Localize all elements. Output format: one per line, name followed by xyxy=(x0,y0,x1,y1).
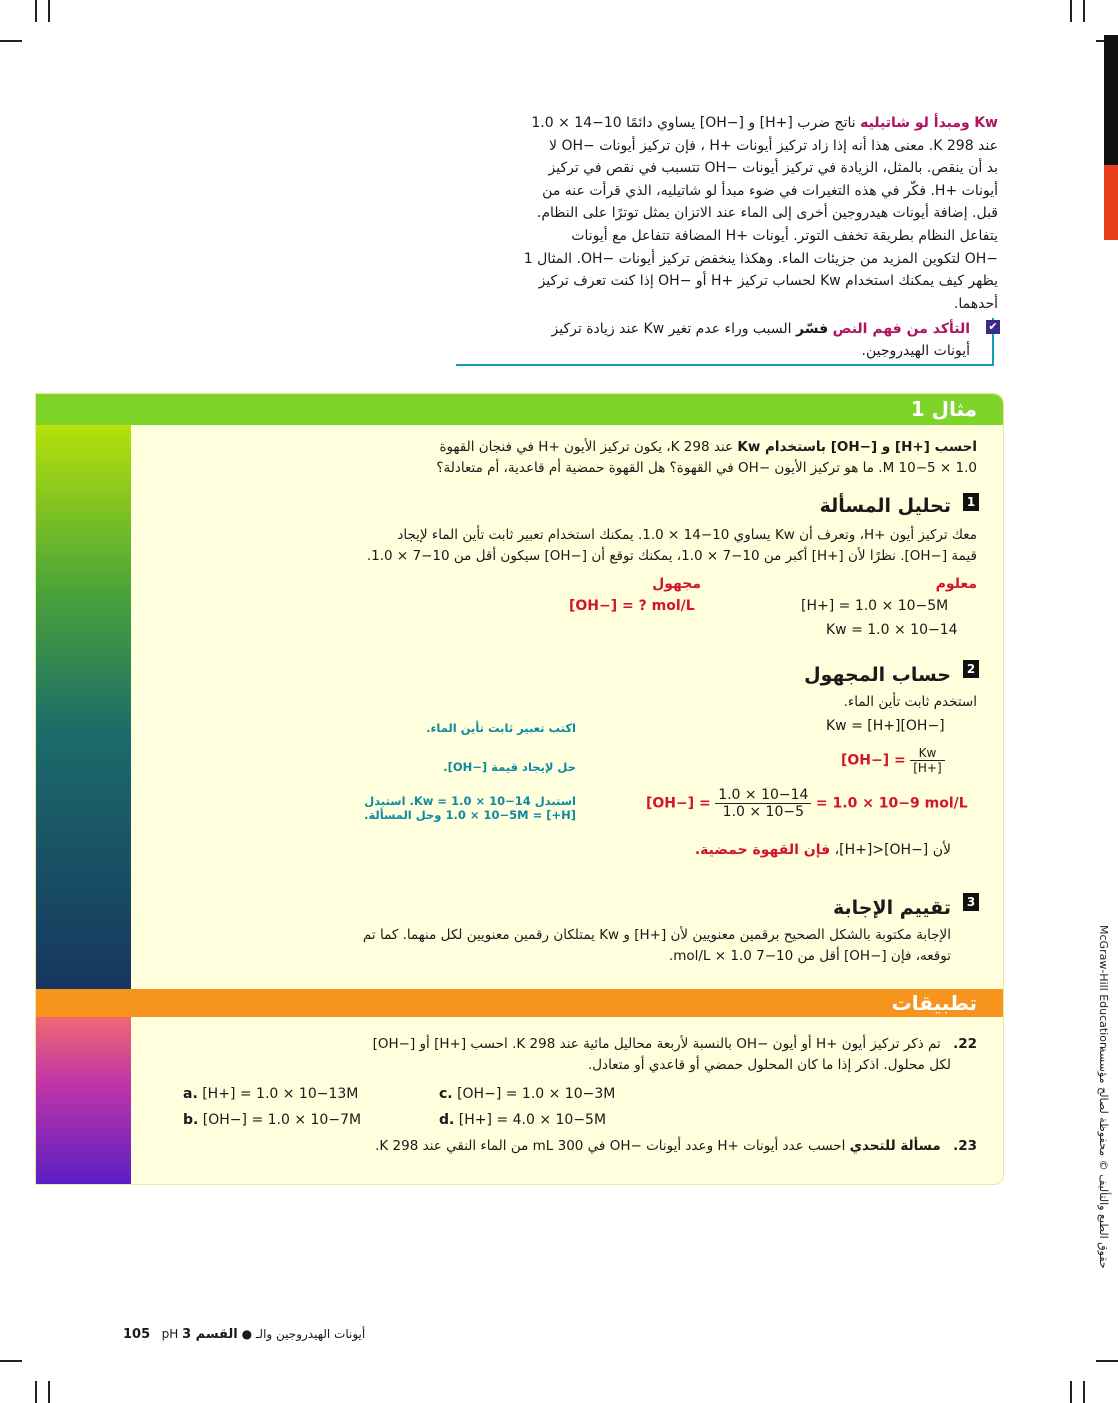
reading-check-line1: السبب وراء عدم تغير Kw عند زيادة تركيز xyxy=(551,321,792,337)
crop-mark xyxy=(35,1381,37,1403)
known-kw: Kw = 1.0 × 10−14 xyxy=(826,622,958,638)
apps-header-bar xyxy=(36,989,1003,1017)
intro-line: بد أن ينقص. بالمثل، الزيادة في تركيز أيونات −OH تتسبب في نقص في تركيز xyxy=(548,160,998,177)
question-22 xyxy=(77,1034,977,1076)
crop-mark xyxy=(35,0,37,22)
question-23-number: 23. xyxy=(953,1138,977,1154)
step-1-number: 1 xyxy=(963,493,979,511)
reading-check-verb: فسّر xyxy=(796,321,829,337)
intro-paragraph xyxy=(460,112,998,315)
fraction xyxy=(715,787,811,820)
question-22-line1: تم ذكر تركيز أيون +H أو أيون −OH بالنسبة لأربعة محاليل مائية عند 298 K. احسب [+H] أو [−OH] xyxy=(372,1036,941,1052)
note-solve-oh: حل لإيجاد قيمة [−OH]. xyxy=(443,760,576,774)
footer-title: أيونات الهيدروجين والـ xyxy=(255,1327,366,1341)
problem-line2: 1.0 × 10−5 M. ما هو تركيز الأيون −OH في القهوة؟ هل القهوة حمضية أم قاعدية، أم متعادلة؟ xyxy=(436,460,977,476)
equation-oh-lhs: [OH−] = xyxy=(841,752,906,769)
question-22-number: 22. xyxy=(953,1036,977,1052)
problem-line1: عند 298 K، يكون تركيز الأيون +H في فنجان القهوة xyxy=(439,439,734,455)
intro-line: يتفاعل النظام بطريقة تخفف التوتر. أيونات +H المضافة تتفاعل مع أيونات xyxy=(571,227,998,244)
equation-oh-value-lhs: [OH−] = xyxy=(646,795,711,812)
intro-lead-title: ومبدأ لو شاتيليه xyxy=(860,115,970,131)
step-3-line: توقعه، فإن [−OH] أقل من 10−7 mol/L × 1.0. xyxy=(668,948,951,964)
option-c xyxy=(439,1086,615,1102)
intro-line: أحدهما. xyxy=(953,295,998,312)
footer-section: القسم 3 xyxy=(182,1327,238,1342)
intro-lead-kw: Kw xyxy=(974,115,998,131)
step-1-title: تحليل المسألة xyxy=(819,495,951,517)
question-23-text: احسب عدد أيونات +H وعدد أيونات −OH في 300 mL من الماء النقي عند 298 K. xyxy=(375,1138,846,1154)
example-title: مثال 1 xyxy=(910,397,977,421)
step-3-title: تقييم الإجابة xyxy=(833,897,951,919)
step-3-line: الإجابة مكتوبة بالشكل الصحيح برقمين معنويين لأن [+H] و Kw يمتلكان رقمين معنويين لكل منهما. كما تم xyxy=(362,927,951,943)
side-strip-black xyxy=(1104,35,1118,165)
step-1-text xyxy=(97,525,977,567)
conclusion-line xyxy=(695,842,951,858)
equation-kw xyxy=(826,718,945,734)
page-footer xyxy=(123,1327,365,1342)
unknown-label: مجهول xyxy=(652,576,701,592)
crop-mark xyxy=(48,0,50,22)
fraction xyxy=(910,746,944,775)
option-a-label: a. xyxy=(183,1086,198,1102)
fraction-denominator: 1.0 × 10−5 xyxy=(722,804,805,820)
option-b-value: [OH−] = 1.0 × 10−7M xyxy=(202,1112,362,1128)
crop-mark xyxy=(1096,1360,1118,1362)
question-22-line2: لكل محلول. اذكر إذا ما كان المحلول حمضي أو قاعدي أو متعادل. xyxy=(587,1057,951,1073)
step-2-intro: استخدم ثابت تأين الماء. xyxy=(843,694,977,710)
note-write-kw: اكتب تعبير ثابت تأين الماء. xyxy=(426,721,576,735)
crop-mark xyxy=(1083,0,1085,22)
reading-check xyxy=(456,318,998,366)
question-23 xyxy=(77,1138,977,1154)
intro-line: يظهر كيف يمكنك استخدام Kw لحساب تركيز +H أو −OH إذا كنت تعرف تركيز xyxy=(538,273,998,290)
equation-oh-value xyxy=(646,787,968,820)
reading-check-line2: أيونات الهيدروجين. xyxy=(861,343,970,359)
publisher-text: McGraw-Hill Education xyxy=(1097,925,1110,1049)
fraction-numerator: Kw xyxy=(910,746,944,761)
problem-title: احسب [+H] و [−OH] باستخدام Kw xyxy=(737,439,977,455)
intro-line: −OH لتكوين المزيد من جزيئات الماء. وهكذا ينخفض تركيز أيونات −OH. المثال 1 xyxy=(523,250,998,267)
step-2-title: حساب المجهول xyxy=(804,664,951,686)
option-d-label: d. xyxy=(439,1112,455,1128)
fraction-numerator: 1.0 × 10−14 xyxy=(715,787,811,804)
fraction-denominator: [H+] xyxy=(913,761,942,775)
equation-oh-fraction xyxy=(841,746,945,775)
unknown-oh: [OH−] = ? mol/L xyxy=(569,598,695,614)
problem-statement xyxy=(277,437,977,479)
since-text: لأن [−OH]<[+H]، xyxy=(834,842,951,858)
intro-line: عند 298 K. معنى هذا أنه إذا زاد تركيز أيونات +H ، فإن تركيز أيونات −OH لا xyxy=(549,137,998,154)
crop-mark xyxy=(0,1360,22,1362)
option-c-value: [OH−] = 1.0 × 10−3M xyxy=(457,1086,616,1102)
note-substitute xyxy=(316,794,576,822)
example-gradient xyxy=(36,424,131,989)
question-23-label: مسألة للتحدي xyxy=(849,1138,941,1154)
known-h: [H+] = 1.0 × 10−5M xyxy=(801,598,949,614)
intro-line xyxy=(460,112,998,135)
note-substitute-line1: استبدل Kw = 1.0 × 10−14. استبدل xyxy=(364,794,576,808)
option-b-label: b. xyxy=(183,1112,199,1128)
page-number: 105 xyxy=(123,1327,151,1342)
intro-text: ناتج ضرب [+H] و [−OH] يساوي دائمًا 10−14 × 1.0 xyxy=(531,115,856,131)
checkbox-icon: ✔ xyxy=(986,320,1000,334)
crop-mark xyxy=(1070,1381,1072,1403)
footer-ph: pH xyxy=(161,1327,179,1341)
crop-mark xyxy=(0,40,22,42)
crop-mark xyxy=(1070,0,1072,22)
reading-check-text xyxy=(470,318,970,362)
option-c-label: c. xyxy=(439,1086,453,1102)
step-1-line: قيمة [−OH]. نظرًا لأن [+H] أكبر من 10−7 × 1.0، يمكنك توقع أن [−OH] سيكون أقل من 10−7 × 1.0. xyxy=(366,548,977,564)
apps-title: تطبيقات xyxy=(891,991,977,1015)
step-1-line: معك تركيز أيون +H، وتعرف أن Kw يساوي 10−14 × 1.0. يمكنك استخدام تعبير ثابت تأين الماء لإيجاد xyxy=(397,527,977,543)
crop-mark xyxy=(48,1381,50,1403)
option-b xyxy=(183,1112,361,1128)
option-a xyxy=(183,1086,358,1102)
conclusion-text: فإن القهوة حمضية. xyxy=(694,842,831,858)
known-label: معلوم xyxy=(935,576,977,592)
example-header-bar xyxy=(36,394,1003,425)
step-2-number: 2 xyxy=(963,660,979,678)
reading-check-label: التأكد من فهم النص xyxy=(832,321,970,337)
intro-line: قبل. إضافة أيونات هيدروجين أخرى إلى الماء عند الاتزان يمثل توترًا على النظام. xyxy=(536,205,998,222)
option-d-value: [H+] = 4.0 × 10−5M xyxy=(458,1112,607,1128)
option-a-value: [H+] = 1.0 × 10−13M xyxy=(202,1086,359,1102)
copyright-text: حقوق الطبع والتأليف © محفوظة لصالح مؤسسة xyxy=(1097,1047,1110,1269)
footer-bullet: ● xyxy=(241,1327,253,1341)
example-panel xyxy=(35,393,1004,1185)
crop-mark xyxy=(1083,1381,1085,1403)
intro-line: أيونات +H. فكّر في هذه التغيرات في ضوء مبدأ لو شاتيليه، الذي قرأت عنه من xyxy=(542,182,998,199)
note-substitute-line2: [H+] = 1.0 × 10−5M وحل المسألة. xyxy=(364,808,576,822)
vertical-credit xyxy=(1092,925,1112,1269)
side-strip-orange xyxy=(1104,165,1118,240)
option-d xyxy=(439,1112,606,1128)
step-3-number: 3 xyxy=(963,893,979,911)
step-3-text xyxy=(91,925,951,967)
equation-result: = 1.0 × 10−9 mol/L xyxy=(815,795,968,812)
equation-kw-text: Kw = [H+][OH−] xyxy=(826,718,945,734)
